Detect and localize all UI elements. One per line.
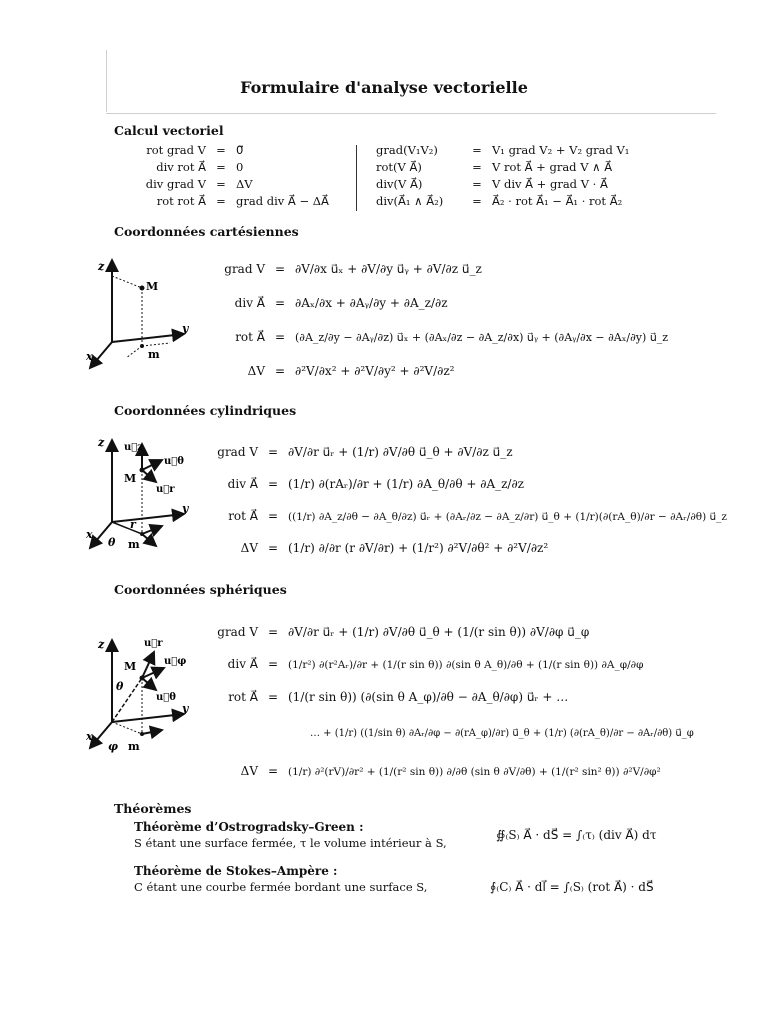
label-m: m [148,348,160,361]
vector-ur-base [142,534,156,546]
label-y: y [182,502,189,515]
label-z: z [98,638,105,651]
projection-line [112,276,142,288]
label-r: r [130,518,136,531]
calcul-right-row [376,160,612,174]
y-axis [112,714,184,722]
vector-ur [142,470,156,482]
equation-rhs: ((1/r) ∂A_z/∂θ − ∂A_θ/∂z) u⃗ᵣ + (∂Aᵣ/∂z − ∂A_z/∂r) u⃗_θ + (1/r)(∂(rA_θ)/∂r − ∂Aᵣ/∂θ) u⃗_z [288,511,727,523]
equation-rhs: (1/(r sin θ)) (∂(sin θ A_φ)/∂θ − ∂A_θ/∂φ) u⃗ᵣ + … [288,690,569,704]
calcul-right-lhs: grad(V₁V₂) [376,143,438,157]
equation-rhs: ∂²V/∂x² + ∂²V/∂y² + ∂²V/∂z² [295,364,455,378]
projection-line [142,343,170,346]
vector-utheta [142,678,156,690]
equation-row [192,625,589,639]
projection-line [126,346,142,358]
equation-row [192,657,643,671]
section-theorems: Théorèmes [114,801,192,816]
equation-lhs: div A⃗ [227,657,258,671]
equals-sign: = [216,194,226,208]
label-z: z [98,436,105,449]
frame-line-horizontal [106,113,716,114]
point-M [140,286,145,291]
equation-continuation: … + (1/r) ((1/sin θ) ∂Aᵣ/∂φ − ∂(rA_φ)/∂r) u⃗_θ + (1/r) (∂(rA_θ)/∂r − ∂Aᵣ/∂θ) u⃗_φ [310,728,694,739]
equals-sign: = [216,143,226,157]
column-separator [356,145,357,211]
calcul-right-lhs: rot(V A⃗) [376,160,422,174]
calcul-right-lhs: div(A⃗₁ ∧ A⃗₂) [376,194,444,208]
calcul-left-rhs: grad div A⃗ − ΔA⃗ [236,194,329,208]
cartesian-axes-figure [84,250,204,380]
calcul-right-rhs: V₁ grad V₂ + V₂ grad V₁ [492,143,630,157]
point-m [140,532,144,536]
label-M: M [124,660,137,673]
section-spherical: Coordonnées sphériques [114,582,287,597]
calcul-left-lhs: div rot A⃗ [156,160,206,174]
equals-sign: = [267,445,279,459]
calcul-right-rhs: A⃗₂ · rot A⃗₁ − A⃗₁ · rot A⃗₂ [492,194,623,208]
theorem-ostrogradsky-text: S étant une surface fermée, τ le volume intérieur à S, [134,836,447,850]
equals-sign: = [274,262,286,276]
equals-sign: = [472,143,482,157]
equation-row [198,509,727,523]
equation-lhs: rot A⃗ [228,509,258,523]
point-M [140,468,145,473]
equals-sign: = [274,330,286,344]
equals-sign: = [267,541,279,555]
point-M [140,676,145,681]
theorem-stokes-text: C étant une courbe fermée bordant une surface S, [134,880,428,894]
equation-rhs: ∂V/∂r u⃗ᵣ + (1/r) ∂V/∂θ u⃗_θ + (1/(r sin θ)) ∂V/∂φ u⃗_φ [288,625,590,639]
equals-sign: = [267,657,279,671]
label-m: m [128,740,140,753]
section-calcul-vectoriel: Calcul vectoriel [114,123,224,138]
label-theta: θ [116,680,124,693]
equation-lhs: ΔV [240,541,258,555]
calcul-left-rhs: ΔV [236,177,253,191]
label-x: x [86,730,93,743]
equation-row [205,330,668,344]
calcul-right-row [376,177,608,191]
label-ur: u⃗r [156,484,175,495]
equals-sign: = [267,477,279,491]
spherical-axes-figure [84,630,204,760]
calcul-right-rhs: V rot A⃗ + grad V ∧ A⃗ [492,160,613,174]
y-axis [112,334,184,342]
theorem-stokes-formula: ∮₍C₎ A⃗ · dl⃗ = ∫₍S₎ (rot A⃗) · dS⃗ [490,880,654,894]
equation-lhs: div A⃗ [234,296,265,310]
theorem-ostrogradsky-title: Théorème d’Ostrogradsky–Green : [134,820,364,834]
label-theta: θ [108,536,116,549]
calcul-left-lhs: rot rot A⃗ [156,194,206,208]
equation-row [205,262,482,276]
equation-rhs: (1/r) ∂²(rV)/∂r² + (1/(r² sin θ)) ∂/∂θ (sin θ ∂V/∂θ) + (1/(r² sin² θ)) ∂²V/∂φ² [288,766,661,778]
label-uphi: u⃗φ [164,656,187,667]
equation-row [198,541,548,555]
label-x: x [86,350,93,363]
label-m: m [128,538,140,551]
projection-line [112,722,142,734]
equation-row [205,364,454,378]
section-cartesian: Coordonnées cartésiennes [114,224,299,239]
label-M: M [146,280,159,293]
equation-lhs: ΔV [240,764,258,778]
equals-sign: = [274,296,286,310]
calcul-left-row [134,160,243,174]
equals-sign: = [472,194,482,208]
equals-sign: = [216,177,226,191]
label-y: y [182,322,189,335]
equals-sign: = [274,364,286,378]
equation-rhs: (1/r²) ∂(r²Aᵣ)/∂r + (1/(r sin θ)) ∂(sin θ A_θ)/∂θ + (1/(r sin θ)) ∂A_φ/∂φ [288,659,644,671]
label-uz: u⃗z [124,442,143,453]
equation-rhs: ∂Aₓ/∂x + ∂Aᵧ/∂y + ∂A_z/∂z [295,296,448,310]
calcul-right-rhs: V div A⃗ + grad V · A⃗ [492,177,608,191]
equation-rhs: ∂V/∂r u⃗ᵣ + (1/r) ∂V/∂θ u⃗_θ + ∂V/∂z u⃗_z [288,445,513,459]
equation-rhs: (∂A_z/∂y − ∂Aᵧ/∂z) u⃗ₓ + (∂Aₓ/∂z − ∂A_z/∂x) u⃗ᵧ + (∂Aᵧ/∂x − ∂Aₓ/∂y) u⃗_z [295,331,669,344]
calcul-left-lhs: div grad V [145,177,206,191]
equals-sign: = [472,160,482,174]
calcul-right-row [376,143,629,157]
equation-lhs: grad V [217,625,258,639]
calcul-left-row [134,143,243,157]
label-utheta: u⃗θ [156,692,176,703]
equals-sign: = [267,625,279,639]
calcul-left-rhs: 0 [236,160,244,174]
equals-sign: = [216,160,226,174]
equation-lhs: div A⃗ [227,477,258,491]
page-title: Formulaire d'analyse vectorielle [240,78,528,97]
equals-sign: = [267,690,279,704]
equals-sign: = [267,509,279,523]
equation-rhs: ∂V/∂x u⃗ₓ + ∂V/∂y u⃗ᵧ + ∂V/∂z u⃗_z [295,262,482,276]
calcul-left-rhs: 0⃗ [236,143,244,157]
section-cylindrical: Coordonnées cylindriques [114,403,297,418]
equation-lhs: ΔV [247,364,265,378]
calcul-right-row [376,194,622,208]
label-x: x [86,528,93,541]
x-axis [90,342,112,368]
calcul-left-row [134,194,329,208]
calcul-left-lhs: rot grad V [146,143,206,157]
equation-row [192,764,661,778]
equation-rhs: (1/r) ∂/∂r (r ∂V/∂r) + (1/r²) ∂²V/∂θ² + ∂²V/∂z² [288,541,549,555]
label-z: z [98,260,105,273]
equation-row [198,445,513,459]
label-phi: φ [108,740,118,753]
equation-lhs: grad V [224,262,265,276]
vector-uphi-base [142,730,162,734]
equation-row [205,296,448,310]
equals-sign: = [267,764,279,778]
equation-row [198,477,524,491]
equation-rhs: (1/r) ∂(rAᵣ)/∂r + (1/r) ∂A_θ/∂θ + ∂A_z/∂z [288,477,525,491]
label-M: M [124,472,137,485]
equation-lhs: grad V [217,445,258,459]
theorem-stokes-title: Théorème de Stokes–Ampère : [134,864,338,878]
point-m [140,344,144,348]
vector-utheta-base [142,526,162,534]
equation-row [192,690,568,704]
y-axis [112,514,184,522]
point-m [140,732,144,736]
vector-utheta [142,460,162,470]
calcul-left-row [134,177,253,191]
equals-sign: = [472,177,482,191]
label-y: y [182,702,189,715]
radius-line [112,522,142,534]
equation-lhs: rot A⃗ [235,330,265,344]
calcul-right-lhs: div(V A⃗) [376,177,423,191]
equation-lhs: rot A⃗ [228,690,258,704]
theorem-ostrogradsky-formula: ∯₍S₎ A⃗ · dS⃗ = ∫₍τ₎ (div A⃗) dτ [496,828,657,842]
label-ur: u⃗r [144,638,163,649]
cylindrical-axes-figure [84,430,204,560]
label-utheta: u⃗θ [164,456,184,467]
